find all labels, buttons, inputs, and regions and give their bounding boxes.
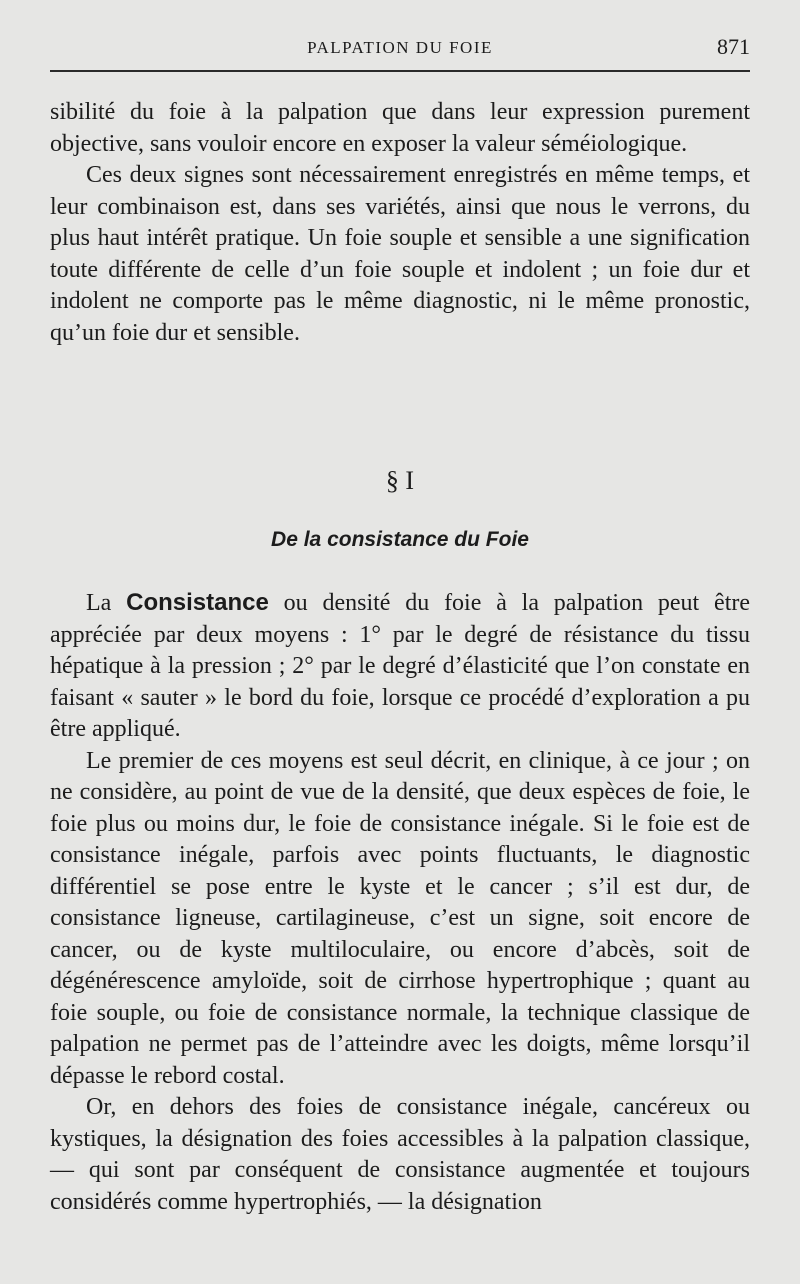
paragraph-continuation: sibilité du foie à la palpation que dans leur expression purement objective, sans vouloir encore en exposer la valeur séméiologique. xyxy=(50,99,750,157)
paragraph-rest: ou densité du foie à la palpation peut être appréciée par deux moyens : 1° par le degré de résistance du tissu hépatique à la pression ; 2° par le degré d’élasticité que l’on constate en faisant « sauter » le bord du foie, lorsque ce procédé d’exploration a pu être appliqué. xyxy=(50,590,751,742)
section-title: De la consistance du Foie xyxy=(271,528,529,551)
section-mark: § I xyxy=(385,466,415,495)
text-block-top xyxy=(50,97,750,349)
text-block-bottom xyxy=(50,587,750,1218)
page-number: 871 xyxy=(717,34,750,59)
paragraph-first-means: Le premier de ces moyens est seul décrit, en clinique, à ce jour ; on ne considère, au point de vue de la densité, que deux espèces de foie, le foie plus ou moins dur, le foie de consistance inégale. Si le foie est de consistance inégale, parfois avec points fluctuants, le diagnostic différentiel se pose entre le kyste et le cancer ; s’il est dur, de consistance ligneuse, cartilagineuse, c’est un signe, soit encore de cancer, ou de kyste multiloculaire, ou encore d’abcès, soit de dégénérescence amyloïde, soit de cirrhose hypertrophique ; quant au foie souple, ou foie de consistance normale, la technique classique de palpation ne permet pas de l’atteindre avec les doigts, même lorsqu’il dépasse le rebord costal. xyxy=(50,747,750,1089)
running-title: PALPATION DU FOIE xyxy=(307,38,493,57)
paragraph-lead: La xyxy=(86,590,127,616)
header-rule xyxy=(50,70,750,72)
running-head xyxy=(0,34,800,64)
bold-term-consistance: Consistance xyxy=(126,589,269,616)
paragraph-designation: Or, en dehors des foies de consistance inégale, cancéreux ou kystiques, la désignation des foies accessibles à la palpation classique, — qui sont par conséquent de consistance augmentée et toujours considérés comme hypertrophiés, — la désignation xyxy=(50,1094,750,1215)
paragraph-two-signs: Ces deux signes sont nécessairement enregistrés en même temps, et leur combinaison est, dans ses variétés, ainsi que nous le verrons, du plus haut intérêt pratique. Un foie souple et sensible a une signification toute différente de celle d’un foie souple et indolent ; un foie dur et indolent ne comporte pas le même diagnostic, ni le même pronostic, qu’un foie dur et sensible. xyxy=(50,162,750,346)
paragraph-consistance xyxy=(50,587,750,746)
